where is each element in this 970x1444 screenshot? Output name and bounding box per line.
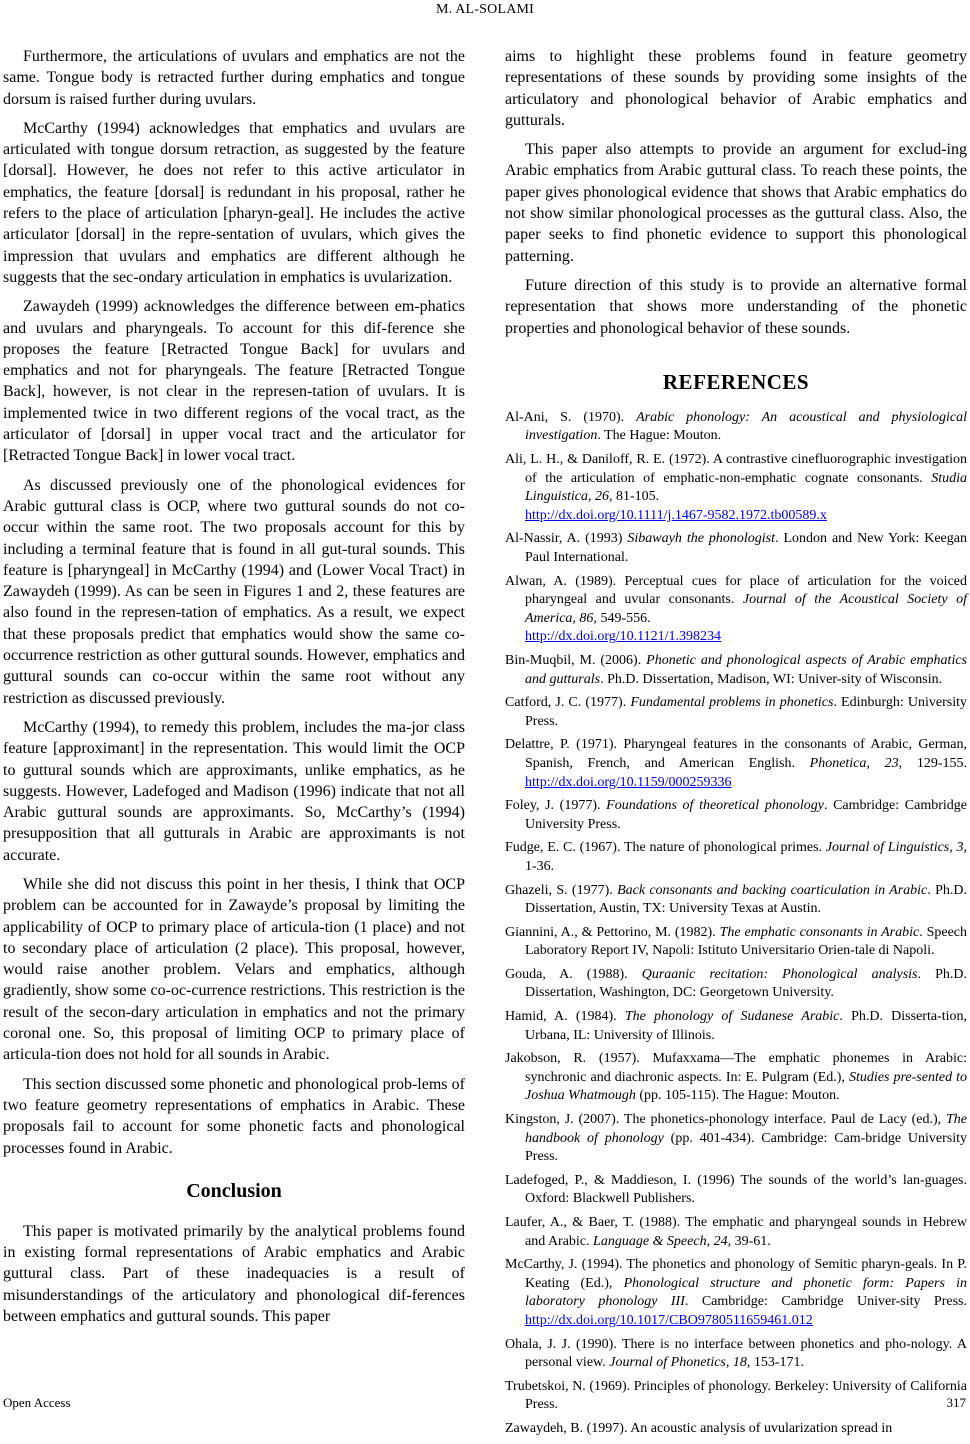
reference-text: Hamid, A. (1984). — [505, 1009, 625, 1025]
reference-title: Journal of Phonetics, 18, — [609, 1355, 751, 1371]
doi-link[interactable]: http://dx.doi.org/10.1121/1.398234 — [525, 629, 722, 645]
reference-entry — [505, 1336, 967, 1373]
reference-title: Arabic phonology: An acoustical and physiological investigation — [525, 409, 967, 444]
reference-text: . Cambridge: Cambridge University Press. — [525, 798, 967, 832]
reference-text: Foley, J. (1977). — [505, 798, 607, 814]
reference-text: Ghazeli, S. (1977). — [505, 882, 618, 898]
page-number: 317 — [946, 1395, 966, 1410]
reference-text: Fudge, E. C. (1967). The nature of phonological primes. — [505, 840, 826, 856]
right-column — [505, 46, 967, 1444]
reference-entry — [505, 797, 967, 834]
reference-title: Back consonants and backing coarticulation in Arabic — [617, 882, 928, 898]
reference-text: 129-155. — [902, 755, 967, 771]
reference-title: The handbook of phonology — [525, 1112, 967, 1146]
reference-entry — [505, 1378, 967, 1415]
reference-text: 1-36. — [525, 858, 555, 874]
doi-link[interactable]: http://dx.doi.org/10.1017/CBO9780511659461.012 — [525, 1312, 813, 1328]
paragraph: aims to highlight these problems found in feature geometry representations of these sounds by providing some insights of the articulatory and phonological behavior of Arabic emphatics and gutturals. — [505, 48, 967, 129]
reference-entry — [505, 839, 967, 876]
reference-text: Ohala, J. J. (1990). There is no interface between phonetics and pho-nology. A personal view. — [505, 1336, 967, 1371]
reference-title: Phonetic and phonological aspects of Arabic emphatics and gutturals — [525, 652, 967, 687]
reference-text: Gouda, A. (1988). — [505, 966, 642, 982]
reference-entry — [505, 1172, 967, 1209]
reference-text: 39-61. — [731, 1233, 771, 1249]
reference-text: . Edinburgh: University Press. — [525, 695, 967, 729]
reference-text: . Speech Laboratory Report IV, Napoli: Istituto Universitario Orien-tale di Napoli. — [525, 924, 967, 959]
reference-text: Giannini, A., & Pettorino, M. (1982). — [505, 924, 720, 940]
paragraph: McCarthy (1994) acknowledges that emphatics and uvulars are articulated with tongue dorsum retraction, as suggested by the feature [dorsal]. However, he does not refer to this active articulator in emphatics, the feature [dorsal] is redundant in his proposal, rather he refers to the place of articulation [pharyn-geal]. He includes the active articulator [dorsal] in the repre-sentation of uvulars, which gives the impression that uvulars and emphatics are different although he suggests that the sec-ondary articulation in emphatics is uvularization. — [3, 119, 465, 286]
reference-title: The phonology of Sudanese Arabic — [624, 1009, 840, 1025]
conclusion-heading: Conclusion — [186, 1179, 282, 1202]
reference-entry — [505, 652, 967, 689]
reference-title: Quraanic recitation: Phonological analysis — [641, 966, 918, 982]
reference-entry — [505, 966, 967, 1003]
reference-text: . The Hague: Mouton. — [597, 428, 722, 444]
reference-title: Studia Linguistica, 26, — [525, 470, 967, 505]
reference-text: Ladefoged, P., & Maddieson, I. (1996) The sounds of the world’s lan-guages. Oxford: Blackwell Publishers. — [505, 1172, 967, 1207]
reference-text: McCarthy, J. (1994). The phonetics and phonology of Semitic pharyn-geals. In P. Keating (Ed.), — [505, 1257, 967, 1291]
reference-text: Trubetskoi, N. (1969). Principles of phonology. Berkeley: University of California Press. — [505, 1378, 967, 1413]
reference-text: Catford, J. C. (1977). — [505, 695, 631, 711]
paragraph: Furthermore, the articulations of uvulars and emphatics are not the same. Tongue body is retracted further during emphatics and tongue dorsum is raised further during uvulars. — [3, 48, 465, 108]
reference-text: Laufer, A., & Baer, T. (1988). The emphatic and pharyngeal sounds in Hebrew and Arabic. — [505, 1215, 967, 1249]
paragraph: This section discussed some phonetic and phonological prob-lems of two feature geometry representations of emphatics in Arabic. These proposals fail to account for some phonetic facts and phonological processes found in Arabic. — [3, 1075, 465, 1157]
references-heading: REFERENCES — [662, 369, 810, 394]
conclusion-paragraph: This paper is motivated primarily by the analytical problems found in existing formal representations of Arabic emphatics and Arabic guttural class. Part of these inadequacies is a result of misunderstandings of the articulatory and phonological dif-ferences between emphatics and guttural sounds. This paper — [3, 1222, 465, 1326]
reference-text: (pp. 401-434). Cambridge: Cam-bridge University Press. — [525, 1130, 967, 1165]
paragraph: As discussed previously one of the phonological evidences for Arabic guttural class is OCP, where two guttural sounds do not co-occur within the same root. The two proposals account for this by including a terminal feature that is found in all gut-tural sounds. This feature is [pharyngeal] in McCarthy (1994) and (Lower Vocal Tract) in Zawaydeh (1999). As can be seen in Figures 1 and 2, these features are also found in the represen-tation of emphatics. As a result, we expect that these proposals predict that emphatics would show the same co-occurrence restriction as other guttural sounds. However, emphatics and guttural sounds can co-occur within the same root without any restriction as discussed previously. — [3, 476, 465, 707]
reference-entry — [505, 1214, 967, 1251]
reference-text: Al-Ani, S. (1970). — [505, 409, 637, 425]
reference-entry — [505, 1420, 967, 1439]
reference-entry — [505, 451, 967, 525]
paragraph: Zawaydeh (1999) acknowledges the difference between em-phatics and uvulars and pharyngeals. To account for this dif-ference she proposes the feature [Retracted Tongue Back] for uvulars and emphatics and not for pharyngeals. The feature [Retracted Tongue Back], however, is not clear in the represen-tation of uvulars. It is implemented twice in two different regions of the vocal tract, as the articulator of [dorsal] in upper vocal tract and the articulator for [Retracted Tongue Back] in lower vocal tract. — [3, 298, 465, 465]
reference-title: Phonological structure and phonetic form: Papers in laboratory phonology III — [525, 1275, 967, 1310]
reference-text: Kingston, J. (2007). The phonetics-phonology interface. Paul de Lacy (ed.), — [505, 1112, 946, 1128]
paragraph: While she did not discuss this point in her thesis, I think that OCP problem can be accounted for in Zawayde’s proposal by limiting the applicability of OCP to primary place of articula-tion (1 place) and not to secondary place of articulation (2 place). This proposal, however, would raise another problem. Velars and emphatics, although gradiently, show some co-oc-currence restrictions. This restriction is the result of the secon-dary articulation in emphatics and not the primary coronal one. So, this proposal of limiting OCP to primary place of articula-tion does not hold for all sounds in Arabic. — [3, 875, 465, 1064]
reference-text: . Ph.D. Dissertation, Madison, WI: Univer-sity of Wisconsin. — [600, 671, 943, 687]
reference-text: 549-556. — [596, 610, 651, 626]
reference-text: Delattre, P. (1971). Pharyngeal features in the consonants of Arabic, German, Spanish, French, and American English. — [505, 737, 967, 771]
reference-text: Al-Nassir, A. (1993) — [505, 531, 628, 547]
reference-entry — [505, 1111, 967, 1167]
reference-text: Ali, L. H., & Daniloff, R. E. (1972). A contrastive cinefluorographic investigation of the articulation of emphatic-non-emphatic cognate consonants. — [505, 452, 967, 486]
reference-text: Bin-Muqbil, M. (2006). — [505, 652, 647, 668]
reference-title: Sibawayh the phonologist — [627, 531, 775, 547]
reference-text: 81-105. — [612, 489, 660, 505]
reference-entry — [505, 530, 967, 567]
reference-text: Alwan, A. (1989). Perceptual cues for place of articulation for the voiced pharyngeal and uvular consonants. — [505, 573, 967, 608]
reference-text: . Ph.D. Dissertation, Washington, DC: Georgetown University. — [525, 966, 967, 1001]
left-column — [3, 46, 465, 1327]
reference-entry — [505, 882, 967, 919]
reference-text: . Cambridge: Cambridge Univer-sity Press. — [684, 1294, 967, 1310]
reference-entry — [505, 924, 967, 961]
reference-text: . Ph.D. Dissertation, Austin, TX: University Texas at Austin. — [525, 882, 967, 917]
reference-title: The emphatic consonants in Arabic — [719, 924, 920, 940]
reference-title: Journal of the Acoustical Society of America, 86, — [525, 592, 968, 626]
reference-title: Foundations of theoretical phonology — [606, 798, 824, 814]
reference-title: Phonetica, 23, — [809, 755, 903, 771]
reference-entry — [505, 736, 967, 792]
reference-entry — [505, 1008, 967, 1045]
paragraph: Future direction of this study is to provide an alternative formal representation that shows more understanding of the phonetic properties and phonological behavior of these sounds. — [505, 276, 967, 337]
paragraph: McCarthy (1994), to remedy this problem, includes the ma-jor class feature [approximant] in the representation. This would limit the OCP to guttural sounds which are approximants, unlike emphatics, as he suggests. However, Ladefoged and Madison (1996) indicate that not all Arabic guttural sounds are approximants. So, McCarthy’s (1994) presupposition that all gutturals in Arabic are approximants is not accurate. — [3, 718, 465, 864]
reference-title: Fundamental problems in phonetics — [630, 695, 834, 711]
reference-entry — [505, 409, 967, 446]
reference-text: (pp. 105-115). The Hague: Mouton. — [635, 1088, 840, 1104]
reference-text: Zawaydeh, B. (1997). An acoustic analysis of uvularization spread in — [505, 1420, 893, 1436]
reference-title: Studies pre-sented to Joshua Whatmough — [525, 1069, 968, 1104]
running-head: M. AL-SOLAMI — [435, 2, 535, 17]
reference-list — [505, 409, 967, 1439]
reference-title: Journal of Linguistics, 3, — [825, 840, 967, 856]
reference-entry — [505, 694, 967, 731]
reference-entry — [505, 1050, 967, 1106]
reference-text: . Ph.D. Disserta-tion, Urbana, IL: University of Illinois. — [525, 1009, 967, 1043]
reference-entry — [505, 573, 967, 647]
reference-text: . London and New York: Keegan Paul International. — [525, 531, 967, 566]
doi-link[interactable]: http://dx.doi.org/10.1111/j.1467-9582.1972.tb00589.x — [525, 507, 827, 523]
reference-title: Language & Speech, 24, — [593, 1233, 732, 1249]
doi-link[interactable]: http://dx.doi.org/10.1159/000259336 — [525, 774, 732, 790]
reference-text: Jakobson, R. (1957). Mufaxxama—The emphatic phonemes in Arabic: synchronic and diachronic aspects. In: E. Pulgram (Ed.), — [505, 1051, 967, 1085]
reference-text: 153-171. — [750, 1355, 805, 1371]
footer-open-access: Open Access — [3, 1395, 71, 1410]
paragraph: This paper also attempts to provide an argument for exclud-ing Arabic emphatics from Arabic guttural class. To reach these points, the paper gives phonological evidence that shows that Arabic emphatics do not show similar phonological processes as the guttural class. Also, the paper seeks to find phonetic evidence to support this phonological patterning. — [505, 141, 967, 265]
reference-entry — [505, 1256, 967, 1330]
